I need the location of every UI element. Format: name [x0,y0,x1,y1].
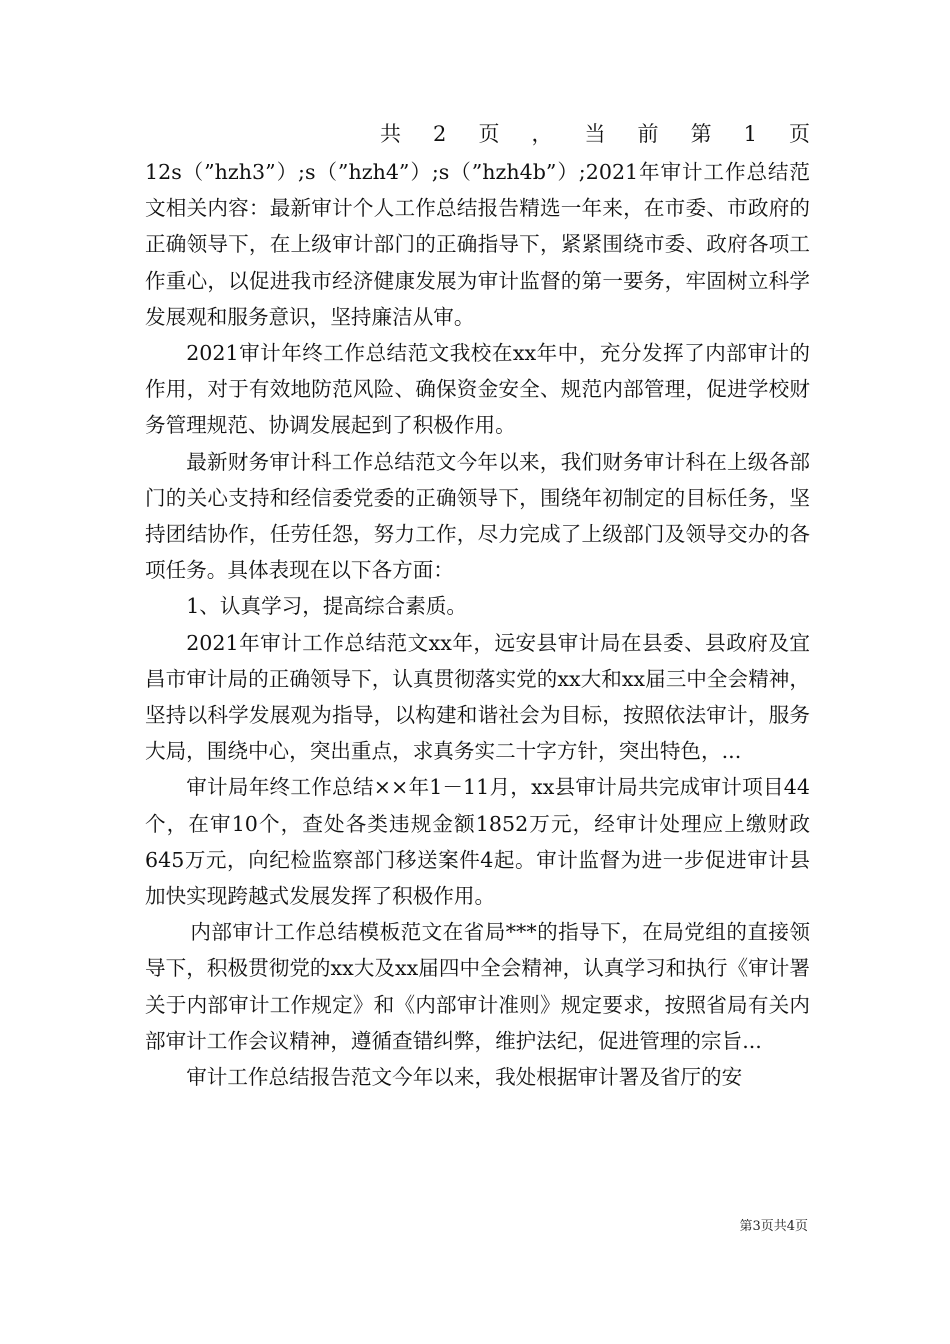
paragraph: 最新财务审计科工作总结范文今年以来，我们财务审计科在上级各部门的关心支持和经信委党委的正确领导下，围绕年初制定的目标任务，坚持团结协作，任劳任怨，努力工作，尽力完成了上级部门及领导交办的各项任务。具体表现在以下各方面： [145,449,810,583]
paragraph: 审计工作总结报告范文今年以来，我处根据审计署及省厅的安 [186,1065,743,1090]
paragraph-intro: 12s（”hzh3”）;s（”hzh4”）;s（”hzh4b”）;2021年审计工作总结范文相关内容：最新审计个人工作总结报告精选一年来，在市委、市政府的正确领导下，在上级审计部门的正确指导下，紧紧围绕市委、政府各项工作重心，以促进我市经济健康发展为审计监督的第一要务，牢固树立科学发展观和服务意识，坚持廉洁从审。 [145,160,810,329]
header-token: ， [531,122,553,146]
header-token: 页 [478,122,500,146]
header-token: 前 [637,122,659,146]
header-token: 第 [690,122,712,146]
page-count-line [380,116,810,152]
header-token: 页 [789,122,810,146]
paragraph: 审计局年终工作总结××年1－11月，xx县审计局共完成审计项目44个，在审10个，查处各类违规金额1852万元，经审计处理应上缴财政645万元，向纪检监察部门移送案件4起。审计监督为进一步促进审计县加快实现跨越式发展发挥了积极作用。 [145,775,810,909]
paragraph: 2021年审计工作总结范文xx年，远安县审计局在县委、县政府及宜昌市审计局的正确领导下，认真贯彻落实党的xx大和xx届三中全会精神，坚持以科学发展观为指导，以构建和谐社会为目标，按照依法审计，服务大局，围绕中心，突出重点，求真务实二十字方针，突出特色，... [145,630,810,764]
paragraph: 1、认真学习，提高综合素质。 [186,594,468,619]
header-token: 当 [584,122,606,146]
header-token: 1 [743,122,757,146]
header-token: 共 [380,122,401,146]
header-token: 2 [433,122,447,146]
paragraph: 内部审计工作总结模板范文在省局***的指导下，在局党组的直接领导下，积极贯彻党的xx大及xx届四中全会精神，认真学习和执行《审计署关于内部审计工作规定》和《内部审计准则》规定要求，按照省局有关内部审计工作会议精神，遵循查错纠弊，维护法纪，促进管理的宗旨... [145,920,810,1053]
document-body [145,154,810,1095]
paragraph: 2021审计年终工作总结范文我校在xx年中，充分发挥了内部审计的作用，对于有效地防范风险、确保资金安全、规范内部管理，促进学校财务管理规范、协调发展起到了积极作用。 [145,341,810,438]
page-number-footer: 第3页共4页 [739,1219,808,1234]
